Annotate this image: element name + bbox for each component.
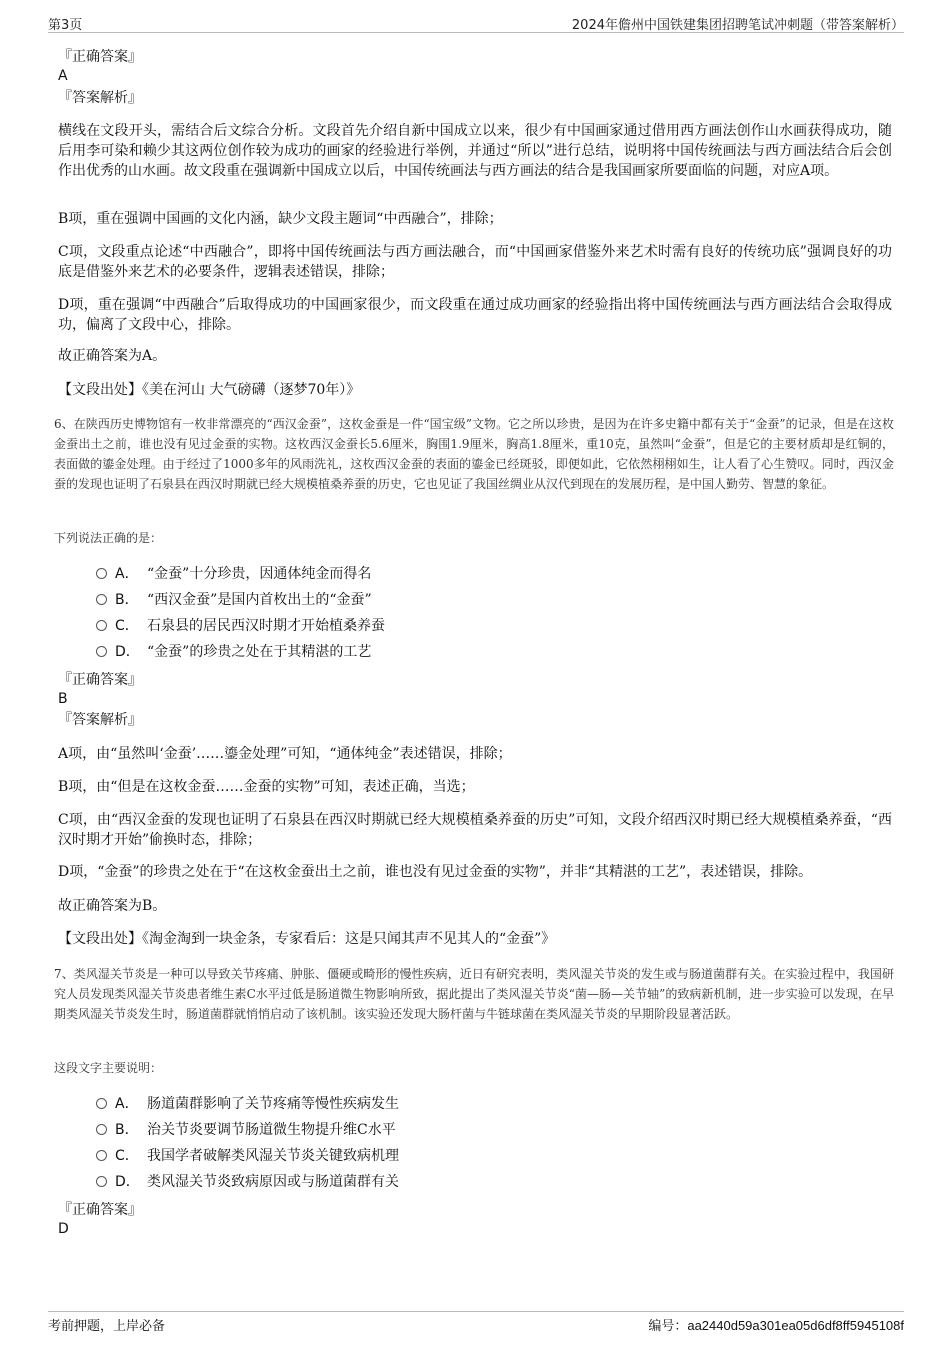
q6-option-c[interactable]: C． 石泉县的居民西汉时期才开始植桑养蚕 (96, 616, 385, 636)
q6-option-a[interactable]: A． “金蚕”十分珍贵，因通体纯金而得名 (96, 564, 371, 584)
radio-button-icon[interactable] (96, 620, 107, 631)
q6-prompt: 下列说法正确的是： (54, 531, 163, 545)
document-title: 2024年儋州中国铁建集团招聘笔试冲刺题（带答案解析） (571, 18, 904, 33)
q6-option-b[interactable]: B． “西汉金蚕”是国内首枚出土的“金蚕” (96, 590, 372, 610)
q5-analysis-para: 横线在文段开头，需结合后文综合分析。文段首先介绍自新中国成立以来，很少有中国画家通过借用西方画法创作山水画获得成功，随后用李可染和赖少其这两位创作较为成功的画家的经验进行举例，并通过“所以”进行总结，说明将中国传统画法与西方画法结合后会创作出优秀的山水画。故文段重在强调新中国成立以后，中国传统画法与西方画法的结合是我国画家所要面临的问题，对应A项。 (58, 123, 892, 179)
radio-button-icon[interactable] (96, 646, 107, 657)
q6-analysis-para: D项，“金蚕”的珍贵之处在于“在这枚金蚕出土之前，谁也没有见过金蚕的实物”，并非“其精湛的工艺”，表述错误，排除。 (58, 864, 813, 880)
q7-answer: D (58, 1221, 69, 1237)
q6-analysis-label: 『答案解析』 (58, 712, 142, 728)
q5-analysis-para: D项，重在强调“中西融合”后取得成功的中国画家很少，而文段重在通过成功画家的经验指出将中国传统画法与西方画法结合会取得成功，偏离了文段中心，排除。 (58, 297, 892, 333)
radio-button-icon[interactable] (96, 1150, 107, 1161)
q5-analysis-para: B项，重在强调中国画的文化内涵，缺少文段主题词“中西融合”，排除； (58, 211, 503, 227)
q7-option-b[interactable]: B． 治关节炎要调节肠道微生物提升维C水平 (96, 1120, 396, 1140)
q7-stem: 7、类风湿关节炎是一种可以导致关节疼痛、肿胀、僵硬或畸形的慢性疾病，近日有研究表明，类风湿关节炎的发生或与肠道菌群有关。在实验过程中，我国研究人员发现类风湿关节炎患者维生素C水平过低是肠道微生物影响所致，据此提出了类风湿关节炎“菌—肠—关节轴”的致病新机制，进一步实验可以发现，在早期类风湿关节炎发生时，肠道菌群就悄悄启动了该机制。该实验还发现大肠杆菌与牛链球菌在类风湿关节炎的早期阶段显著活跃。 (54, 967, 894, 1021)
q6-conclusion: 故正确答案为B。 (58, 898, 167, 914)
q6-answer-label: 『正确答案』 (58, 672, 142, 688)
q6-answer: B (58, 691, 68, 707)
q5-analysis-label: 『答案解析』 (58, 90, 142, 106)
q6-source: 【文段出处】《淘金淘到一块金条，专家看后：这是只闻其声不见其人的“金蚕”》 (58, 931, 556, 947)
q7-option-c[interactable]: C． 我国学者破解类风湿关节炎关键致病机理 (96, 1146, 399, 1166)
q5-answer-label: 『正确答案』 (58, 49, 142, 65)
q5-conclusion: 故正确答案为A。 (58, 348, 167, 364)
radio-button-icon[interactable] (96, 1098, 107, 1109)
q7-answer-label: 『正确答案』 (58, 1202, 142, 1218)
q6-stem: 6、在陕西历史博物馆有一枚非常漂亮的“西汉金蚕”，这枚金蚕是一件“国宝级”文物。它之所以珍贵，是因为在许多史籍中都有关于“金蚕”的记录，但是在这枚金蚕出土之前，谁也没有见过金蚕的实物。这枚西汉金蚕长5.6厘米，胸围1.9厘米，胸高1.8厘米，重10克，虽然叫“金蚕”，但是它的主要材质却是红铜的，表面做的鎏金处理。由于经过了1000多年的风雨洗礼，这枚西汉金蚕的表面的鎏金已经斑驳，即便如此，它依然栩栩如生，让人看了心生赞叹。同时，西汉金蚕的发现也证明了石泉县在西汉时期就已经大规模植桑养蚕的历史，它也见证了我国丝绸业从汉代到现在的发展历程，是中国人勤劳、智慧的象征。 (54, 417, 894, 491)
radio-button-icon[interactable] (96, 594, 107, 605)
q7-option-a[interactable]: A． 肠道菌群影响了关节疼痛等慢性疾病发生 (96, 1094, 399, 1114)
document-code: 编号：aa2440d59a301ea05d6df8ff5945108f (648, 1318, 904, 1333)
page-header (48, 10, 904, 33)
q6-analysis-para: B项，由“但是在这枚金蚕……金蚕的实物”可知，表述正确，当选； (58, 779, 475, 795)
radio-button-icon[interactable] (96, 1124, 107, 1135)
q6-analysis-para: C项，由“西汉金蚕的发现也证明了石泉县在西汉时期就已经大规模植桑养蚕的历史”可知，文段介绍西汉时期已经大规模植桑养蚕，“西汉时期才开始”偷换时态，排除； (58, 812, 892, 848)
q5-source: 【文段出处】《美在河山 大气磅礴（逐梦70年）》 (58, 382, 361, 398)
q5-answer: A (58, 68, 68, 84)
radio-button-icon[interactable] (96, 568, 107, 579)
q5-analysis-para: C项，文段重点论述“中西融合”，即将中国传统画法与西方画法融合，而“中国画家借鉴外来艺术时需有良好的传统功底”强调良好的功底是借鉴外来艺术的必要条件，逻辑表述错误，排除； (58, 244, 892, 280)
q7-prompt: 这段文字主要说明： (54, 1061, 163, 1075)
footer-slogan: 考前押题，上岸必备 (48, 1319, 166, 1334)
radio-button-icon[interactable] (96, 1176, 107, 1187)
q7-option-d[interactable]: D． 类风湿关节炎致病原因或与肠道菌群有关 (96, 1172, 399, 1192)
q6-option-d[interactable]: D． “金蚕”的珍贵之处在于其精湛的工艺 (96, 642, 371, 662)
q6-analysis-para: A项，由“虽然叫‘金蚕’……鎏金处理”可知，“通体纯金”表述错误，排除； (58, 746, 512, 762)
page-number: 第3页 (48, 18, 83, 33)
page-footer (48, 1311, 904, 1336)
